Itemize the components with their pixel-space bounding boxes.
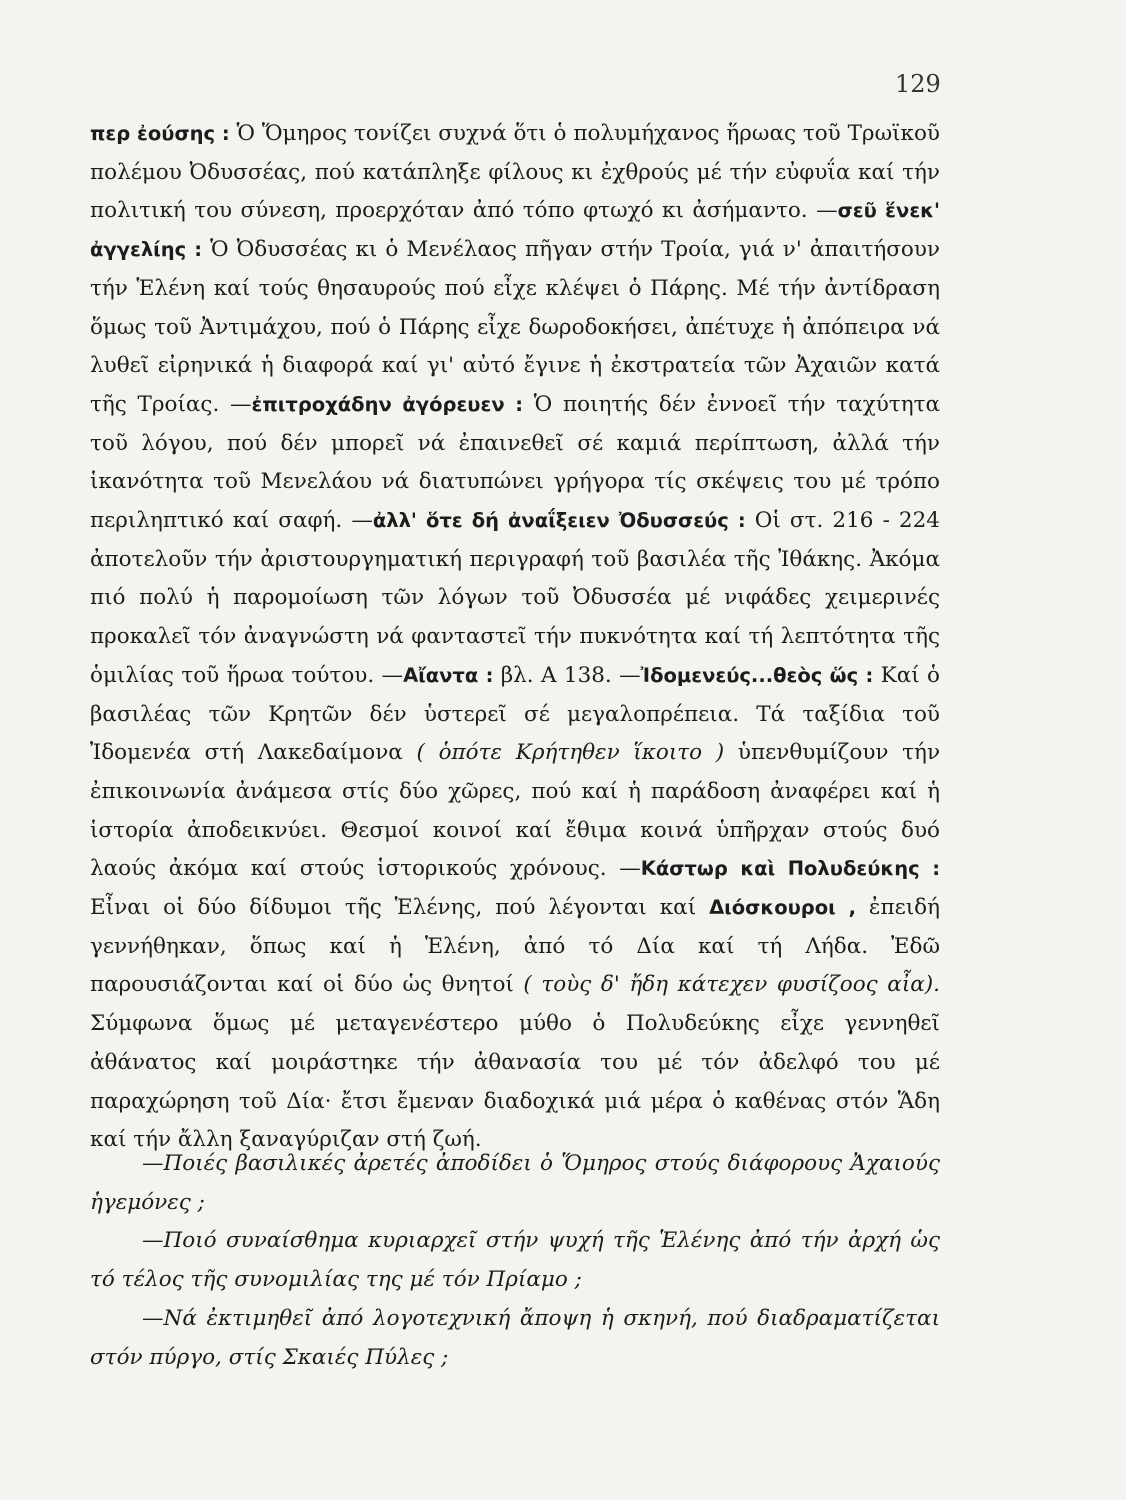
commentary-segment: ἐπειδή γεννήθηκαν, ὅπως καί ἡ Ἑλένη, ἀπό τό Δία καί τή Λήδα. Ἐδῶ παρουσιάζονται καί οἱ δύο ὡς θνητοί xyxy=(90,895,940,998)
keyword-dioskouroi: Διόσκουροι , xyxy=(709,896,856,920)
commentary-segment: Σύμφωνα ὅμως μέ μεταγενέστερο μύθο ὁ Πολυδεύκης εἶχε γεννηθεῖ ἀθάνατος καί μοιράστηκε τήν ἀθανασία του μέ τόν ἀδελφό του μέ παραχώρηση τοῦ Δία· ἔτσι ἔμεναν διαδοχικά μιά μέρα ὁ καθένας στόν Ἅδη καί τήν ἄλλη ξαναγύριζαν στή ζωή. xyxy=(90,1011,940,1153)
keyword-kastor-polydeukes: Κάστωρ καὶ Πολυδεύκης : xyxy=(640,857,940,881)
italic-quote-tous-d-ede: ( τοὺς δ' ἤδη κάτεχεν φυσίζοος αἶα). xyxy=(523,972,940,998)
commentary-text xyxy=(90,115,940,1160)
keyword-aianta: Αἴαντα : xyxy=(403,663,494,687)
italic-quote-hopote: ( ὁπότε Κρήτηθεν ἵκοιτο ) xyxy=(416,740,725,766)
commentary-segment: Οἱ στ. 216 - 224 ἀποτελοῦν τήν ἀριστουργηματική περιγραφή τοῦ βασιλέα τῆς Ἰθάκης. Ἀκόμα πιό πολύ ἡ παρομοίωση τῶν λόγων τοῦ Ὀδυσσέα μέ νιφάδες χειμερινές προκαλεῖ τόν ἀναγνώστη νά φανταστεῖ τήν πυκνότητα καί τή λεπτότητα τῆς ὁμιλίας τοῦ ἥρωα τούτου. — xyxy=(90,508,940,688)
question-item: —Ποιές βασιλικές ἀρετές ἀποδίδει ὁ Ὅμηρος στούς διάφορους Ἀχαιούς ἡγεμόνες ; xyxy=(90,1151,940,1215)
commentary-segment: ὑπενθυμίζουν τήν ἐπικοινωνία ἀνάμεσα στίς δύο χῶρες, πού καί ἡ παράδοση ἀναφέρει καί ἡ ἱστορία ἀποδεικνύει. Θεσμοί κοινοί καί ἔθιμα κοινά ὑπῆρχαν στούς δυό λαούς ἀκόμα καί στούς ἱστορικούς χρόνους. — xyxy=(90,740,941,882)
commentary-segment: Ὁ Ὅμηρος τονίζει συχνά ὅτι ὁ πολυμήχανος ἥρωας τοῦ Τρωϊκοῦ πολέμου Ὀδυσσέας, πού κατάπληξε φίλους κι ἐχθρούς μέ τήν εὐφυΐα καί τήν πολιτική του σύνεση, προερχόταν ἀπό τόπο φτωχό κι ἀσήμαντο. — xyxy=(90,121,940,224)
keyword-all-hote-de-anaixeien: ἀλλ' ὅτε δή ἀναΐξειεν Ὀδυσσεύς : xyxy=(372,509,746,533)
commentary-segment: βλ. Α 138. — xyxy=(493,662,641,688)
commentary-segment: Καί ὁ βασιλέας τῶν Κρητῶν δέν ὑστερεῖ σέ μεγαλοπρέπεια. Τά ταξίδια τοῦ Ἰδομενέα στή Λακεδαίμονα xyxy=(90,662,940,766)
keyword-epitrochaden-agoreuen: ἐπιτροχάδην ἀγόρευεν : xyxy=(251,392,524,416)
question-item: —Νά ἐκτιμηθεῖ ἀπό λογοτεχνική ἄποψη ἡ σκηνή, πού διαδραματίζεται στόν πύργο, στίς Σκαιές Πύλες ; xyxy=(90,1305,940,1370)
question-item: —Ποιό συναίσθημα κυριαρχεῖ στήν ψυχή τῆς Ἑλένης ἀπό τήν ἀρχή ὡς τό τέλος τῆς συνομιλίας της μέ τόν Πρίαμο ; xyxy=(90,1228,940,1293)
study-questions xyxy=(90,1145,940,1377)
commentary-segment: Ὁ Ὀδυσσέας κι ὁ Μενέλαος πῆγαν στήν Τροία, γιά ν' ἀπαιτήσουν τήν Ἑλένη καί τούς θησαυρούς πού εἶχε κλέψει ὁ Πάρης. Μέ τήν ἀντίδραση ὅμως τοῦ Ἀντιμάχου, πού ὁ Πάρης εἶχε δωροδοκήσει, ἀπέτυχε ἡ ἀπόπειρα νά λυθεῖ εἰρηνικά ἡ διαφορά καί γι' αὐτό ἔγινε ἡ ἐκστρατεία τῶν Ἀχαιῶν κατά τῆς Τροίας. — xyxy=(90,237,940,417)
keyword-idomeneus: Ἰδομενεύς...θεὸς ὥς : xyxy=(640,663,874,687)
commentary-paragraph xyxy=(90,115,940,1160)
commentary-segment: Εἶναι οἱ δύο δίδυμοι τῆς Ἑλένης, πού λέγονται καί xyxy=(90,895,710,921)
page-number: 129 xyxy=(895,70,941,98)
keyword-per-eouses: περ ἐούσης : xyxy=(90,122,230,145)
commentary-segment: Ὁ ποιητής δέν ἐννοεῖ τήν ταχύτητα τοῦ λόγου, πού δέν μπορεῖ νά ἐπαινεθεῖ σέ καμιά περίπτωση, ἀλλά τήν ἱκανότητα τοῦ Μενελάου νά διατυπώνει γρήγορα τίς σκέψεις του μέ τρόπο περιληπτικό καί σαφή. — xyxy=(90,391,940,534)
keyword-seu-enek-aggelies: σεῦ ἕνεκ' ἀγγελίης : xyxy=(90,199,940,262)
